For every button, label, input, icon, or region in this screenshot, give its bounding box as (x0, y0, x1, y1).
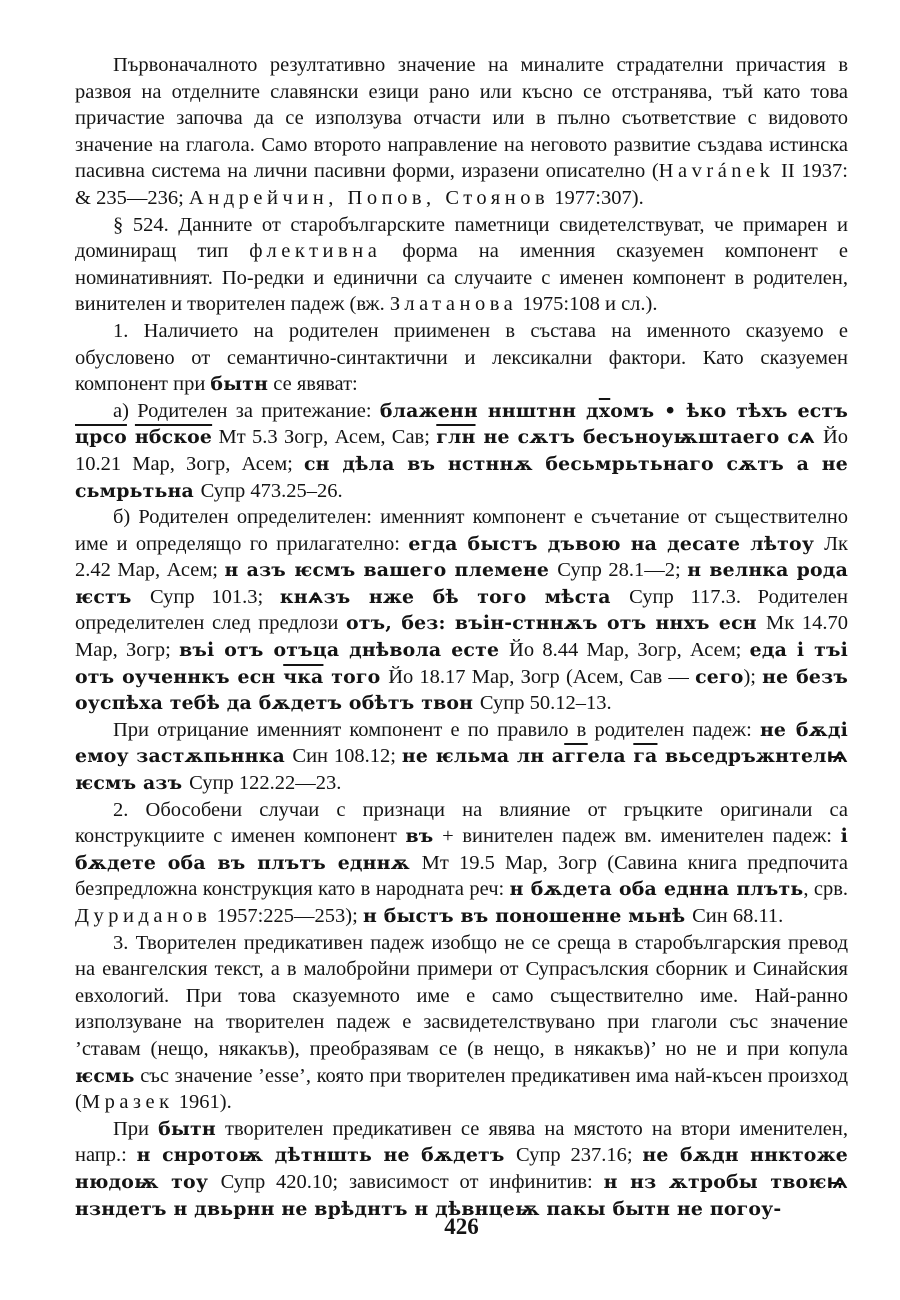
ocs-quote: еда і тъі отъ оученнкъ есн (75, 639, 848, 688)
ocs-quote: не ѥльма лн а (401, 745, 565, 768)
body-text: § 524. Данните от старобългарските паметници свидетелствуват, че примарен и доминиращ тип (75, 213, 848, 263)
body-text: 2. Обособени случаи с признаци на влияние от гръцките оригинали са конструкциите с именен компонент (75, 798, 848, 848)
body-text: II 1937: & 235—236; (75, 160, 848, 209)
body-text: Супр 117.3. Родителен определителен след предлози (75, 585, 848, 635)
ocs-quote: не сѫтъ бесъноуѭштаего сѧ (475, 426, 823, 449)
ocs-quote: того (323, 665, 389, 688)
body-text: 1957:225—253); (211, 905, 363, 927)
ocs-quote: блаженн ннштнн д (379, 399, 599, 422)
paragraph (75, 797, 848, 930)
ocs-quote-titlo: х (598, 399, 611, 422)
body-text: а) Родителен за притежание: (113, 399, 380, 422)
ocs-quote (127, 426, 135, 448)
body-text: 1975:108 и сл.). (517, 293, 658, 316)
body-text: При (113, 1117, 159, 1140)
ocs-quote: не бѫді емоу застѫпьннка (75, 718, 849, 768)
body-text: форма на именния сказуемен компонент е номинативният. По-редки и единични са случаите с именен компонент в родителен, винителен и творителен падеж (вж. (75, 240, 848, 316)
ocs-quote: н велнка рода ѥстъ (75, 559, 848, 608)
body-text: ); (743, 665, 763, 688)
body-text: 3. Творителен предикативен падеж изобщо не се среща в старобългарския превод на евангелския текст, а в малобройни примери от Супрасълския сборник и Синайския евхологий. При това сказуемното име е само съществително име. Най-ранно използуване на творителен падеж е засвидетелствувано при глаголи със значение ’ставам (нещо, някакъв), преобразявам се (в нещо, в някакъв)’ но не и при копула (75, 931, 848, 1060)
ocs-quote: егда быстъ дъвою на десате лѣтоу (408, 532, 825, 555)
body-text: , срв. (803, 878, 848, 901)
body-text: Йо 10.21 Мар, Зогр, Асем; (75, 426, 848, 475)
paragraph (75, 318, 848, 398)
paragraph (75, 398, 848, 504)
body-text: Мт 19.5 Мар, Зогр (Савина книга предпочита безпредложна конструкция като в народната реч: (75, 851, 848, 901)
body-text: Йо 8.44 Мар, Зогр, Асем; (509, 639, 750, 662)
ocs-quote: вьседръжнтелѩ ѥсмъ азъ (75, 745, 849, 795)
author-name: Андрейчин, Попов, Стоянов (188, 186, 550, 209)
author-name: флективна (249, 240, 382, 263)
ocs-quote: бытн (158, 1117, 216, 1140)
ocs-quote: въ (405, 825, 434, 848)
body-text: Супр 122.22—23. (189, 772, 342, 795)
body-text: Супр 237.16; (516, 1144, 643, 1167)
ocs-quote: омъ • ѣко тѣхъ естъ (610, 399, 848, 422)
ocs-quote: сн дѣла въ нстннѫ бесьмрьтьнаго сѫтъ а не сьмрьтьна (75, 452, 848, 502)
ocs-quote: сего (695, 665, 744, 688)
ocs-quote: бытн (210, 373, 269, 396)
body-text: Мт 5.3 Зогр, Асем, Сав; (212, 426, 437, 449)
ocs-quote: не безъ оуспѣха тебѣ да бѫдетъ обѣтъ твон (75, 665, 848, 715)
body-text: Син 108.12; (292, 745, 402, 768)
paragraph (75, 52, 848, 212)
paragraph (75, 930, 848, 1116)
ocs-quote: н быстъ въ поношенне мьнѣ (362, 905, 693, 927)
ocs-quote: н нз ѫтробы твоѥѩ нзндетъ н двьрнн не врѣднтъ н дѣвнцеѭ пакы бытн не погоу- (75, 1170, 848, 1220)
body-text: се явяват: (268, 373, 358, 396)
body-text: 1977:307). (549, 186, 644, 209)
ocs-quote: ела (587, 745, 634, 768)
body-text: Супр 101.3; (149, 585, 280, 608)
body-text: 1. Наличието на родителен приименен в състава на именното сказуемо е обусловено от семантично-синтактични и лексикални фактори. Като сказуемен компонент при (75, 319, 848, 396)
body-text: със значение ’esse’, която при творителен предикативен има най-късен произход ( (75, 1064, 848, 1114)
ocs-quote-titlo: чка (283, 665, 324, 688)
ocs-quote: н азъ ѥсмъ вашего племене (224, 559, 558, 582)
ocs-quote: і бѫдете оба въ плътъ едннѫ (75, 825, 849, 874)
author-name: Златанова (389, 293, 518, 316)
body-text: + винителен падеж вм. именителен падеж: (433, 825, 841, 848)
ocs-quote: не бѫдн ннктоже нюдоѭ тоу (75, 1144, 848, 1193)
body-text: Супр 420.10; зависимост от инфинитив: (220, 1170, 604, 1193)
author-name: Мразек (81, 1091, 174, 1114)
author-name: Дуриданов (75, 905, 212, 927)
body-text: Първоначалното резултативно значение на миналите страдателни причастия в развоя на отделните славянски езици рано или късно се отстранява, тъй като това причастие започва да се използува отчасти или в пълно съответствие с видовото значение на глагола. Само второто направление на неговото развитие създава истинска пасивна система на лични пасивни форми, изразени описателно ( (75, 54, 848, 183)
ocs-quote-titlo: црсо (75, 426, 127, 449)
paragraph (75, 1116, 848, 1222)
body-text: творителен предикативен се явява на мястото на втори именителен, напр.: (75, 1117, 848, 1167)
ocs-quote-titlo: гг (564, 745, 588, 768)
paragraph (75, 717, 848, 797)
body-text: Син 68.11. (692, 905, 784, 927)
body-text: При отрицание именният компонент е по правило в родителен падеж: (113, 718, 760, 741)
ocs-quote: ѥсмь (75, 1064, 135, 1087)
ocs-quote-titlo: нбское (134, 426, 213, 449)
body-text: Лк 2.42 Мар, Асем; (75, 532, 848, 582)
author-name: Havránek (658, 160, 775, 183)
ocs-quote: кнѧзъ нже бѣ того мѣста (279, 585, 630, 608)
body-text: Супр 50.12–13. (479, 692, 612, 715)
ocs-quote: н снротоѭ дѣтншть не бѫдетъ (136, 1144, 516, 1167)
body-text: б) Родителен определителен: именният компонент е съчетание от съществително име и определящо го прилагателно: (75, 506, 848, 555)
body-text: Йо 18.17 Мар, Зогр (Асем, Сав — (388, 665, 696, 688)
page-number: 426 (444, 1214, 479, 1239)
ocs-quote: отъ, без: въін-стннѫъ отъ ннхъ есн (345, 612, 767, 635)
body-text: Супр 473.25–26. (200, 479, 343, 502)
ocs-quote: н бѫдета оба еднна плъть (509, 878, 804, 901)
body-text: Супр 28.1—2; (557, 559, 688, 582)
body-text: Мк 14.70 Мар, Зогр; (75, 612, 848, 662)
paragraph (75, 504, 848, 717)
ocs-quote-titlo: га (633, 745, 658, 768)
paragraph (75, 212, 848, 318)
ocs-quote-titlo: глн (436, 426, 476, 449)
ocs-quote: въі отъ отъца днѣвола есте (179, 639, 510, 662)
body-text: 1961). (173, 1091, 232, 1114)
page-text-block (75, 52, 848, 1222)
